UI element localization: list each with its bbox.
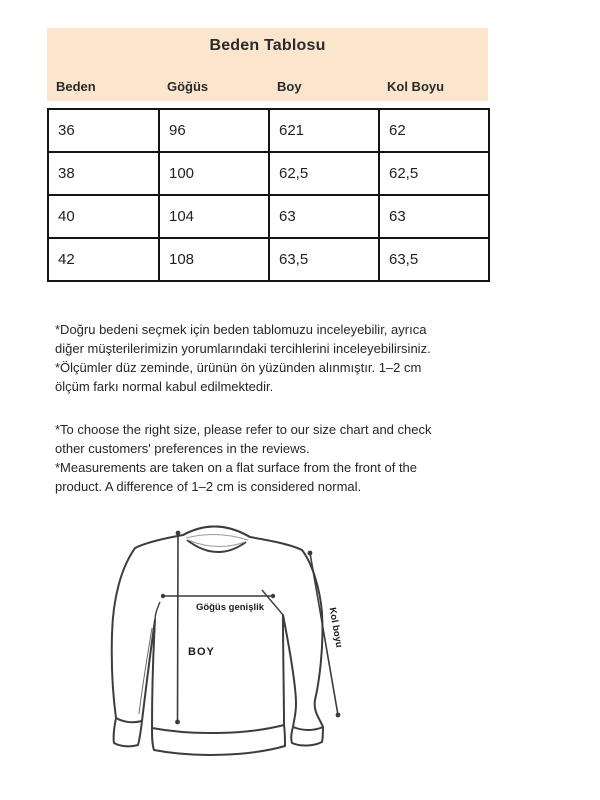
chest-width-label: Göğüs genişlik — [195, 602, 265, 613]
notes-english — [55, 420, 495, 496]
table-row — [48, 195, 489, 238]
cell-boy: 63 — [269, 195, 379, 238]
cell-gogus: 96 — [159, 109, 269, 152]
note-line: *Ölçümler düz zeminde, ürünün ön yüzünden alınmıştır. 1–2 cm — [55, 360, 422, 375]
column-header-beden: Beden — [56, 79, 96, 94]
sweatshirt-line-drawing-icon — [100, 516, 370, 791]
note-line: product. A difference of 1–2 cm is considered normal. — [55, 479, 362, 494]
length-label: BOY — [188, 646, 215, 658]
cell-beden: 40 — [48, 195, 159, 238]
table-header-band — [47, 28, 488, 101]
note-line: other customers' preferences in the reviews. — [55, 441, 310, 456]
cell-gogus: 104 — [159, 195, 269, 238]
cell-kol-boyu: 63 — [379, 195, 489, 238]
notes-turkish — [55, 320, 495, 396]
cell-kol-boyu: 63,5 — [379, 238, 489, 281]
note-line: *Doğru bedeni seçmek için beden tablomuzu inceleyebilir, ayrıca — [55, 322, 427, 337]
size-table — [47, 108, 490, 282]
note-line: ölçüm farkı normal kabul edilmektedir. — [55, 379, 274, 394]
cell-gogus: 100 — [159, 152, 269, 195]
cell-kol-boyu: 62 — [379, 109, 489, 152]
cell-gogus: 108 — [159, 238, 269, 281]
note-line: diğer müşterilerimizin yorumlarındaki tercihlerini inceleyebilirsiniz. — [55, 341, 431, 356]
table-column-headers — [47, 79, 488, 94]
note-line: *To choose the right size, please refer to our size chart and check — [55, 422, 432, 437]
note-line: *Measurements are taken on a flat surface from the front of the — [55, 460, 418, 475]
column-header-boy: Boy — [277, 79, 302, 94]
cell-boy: 621 — [269, 109, 379, 152]
cell-boy: 62,5 — [269, 152, 379, 195]
table-title: Beden Tablosu — [209, 37, 326, 54]
sweatshirt-measurement-diagram — [100, 516, 370, 791]
column-header-kol-boyu: Kol Boyu — [387, 79, 445, 94]
table-row — [48, 152, 489, 195]
cell-beden: 38 — [48, 152, 159, 195]
table-row — [48, 109, 489, 152]
cell-beden: 42 — [48, 238, 159, 281]
sleeve-length-label: Kol boyu — [326, 606, 345, 649]
table-row — [48, 238, 489, 281]
column-header-gogus: Göğüs — [167, 79, 209, 94]
cell-kol-boyu: 62,5 — [379, 152, 489, 195]
cell-beden: 36 — [48, 109, 159, 152]
cell-boy: 63,5 — [269, 238, 379, 281]
